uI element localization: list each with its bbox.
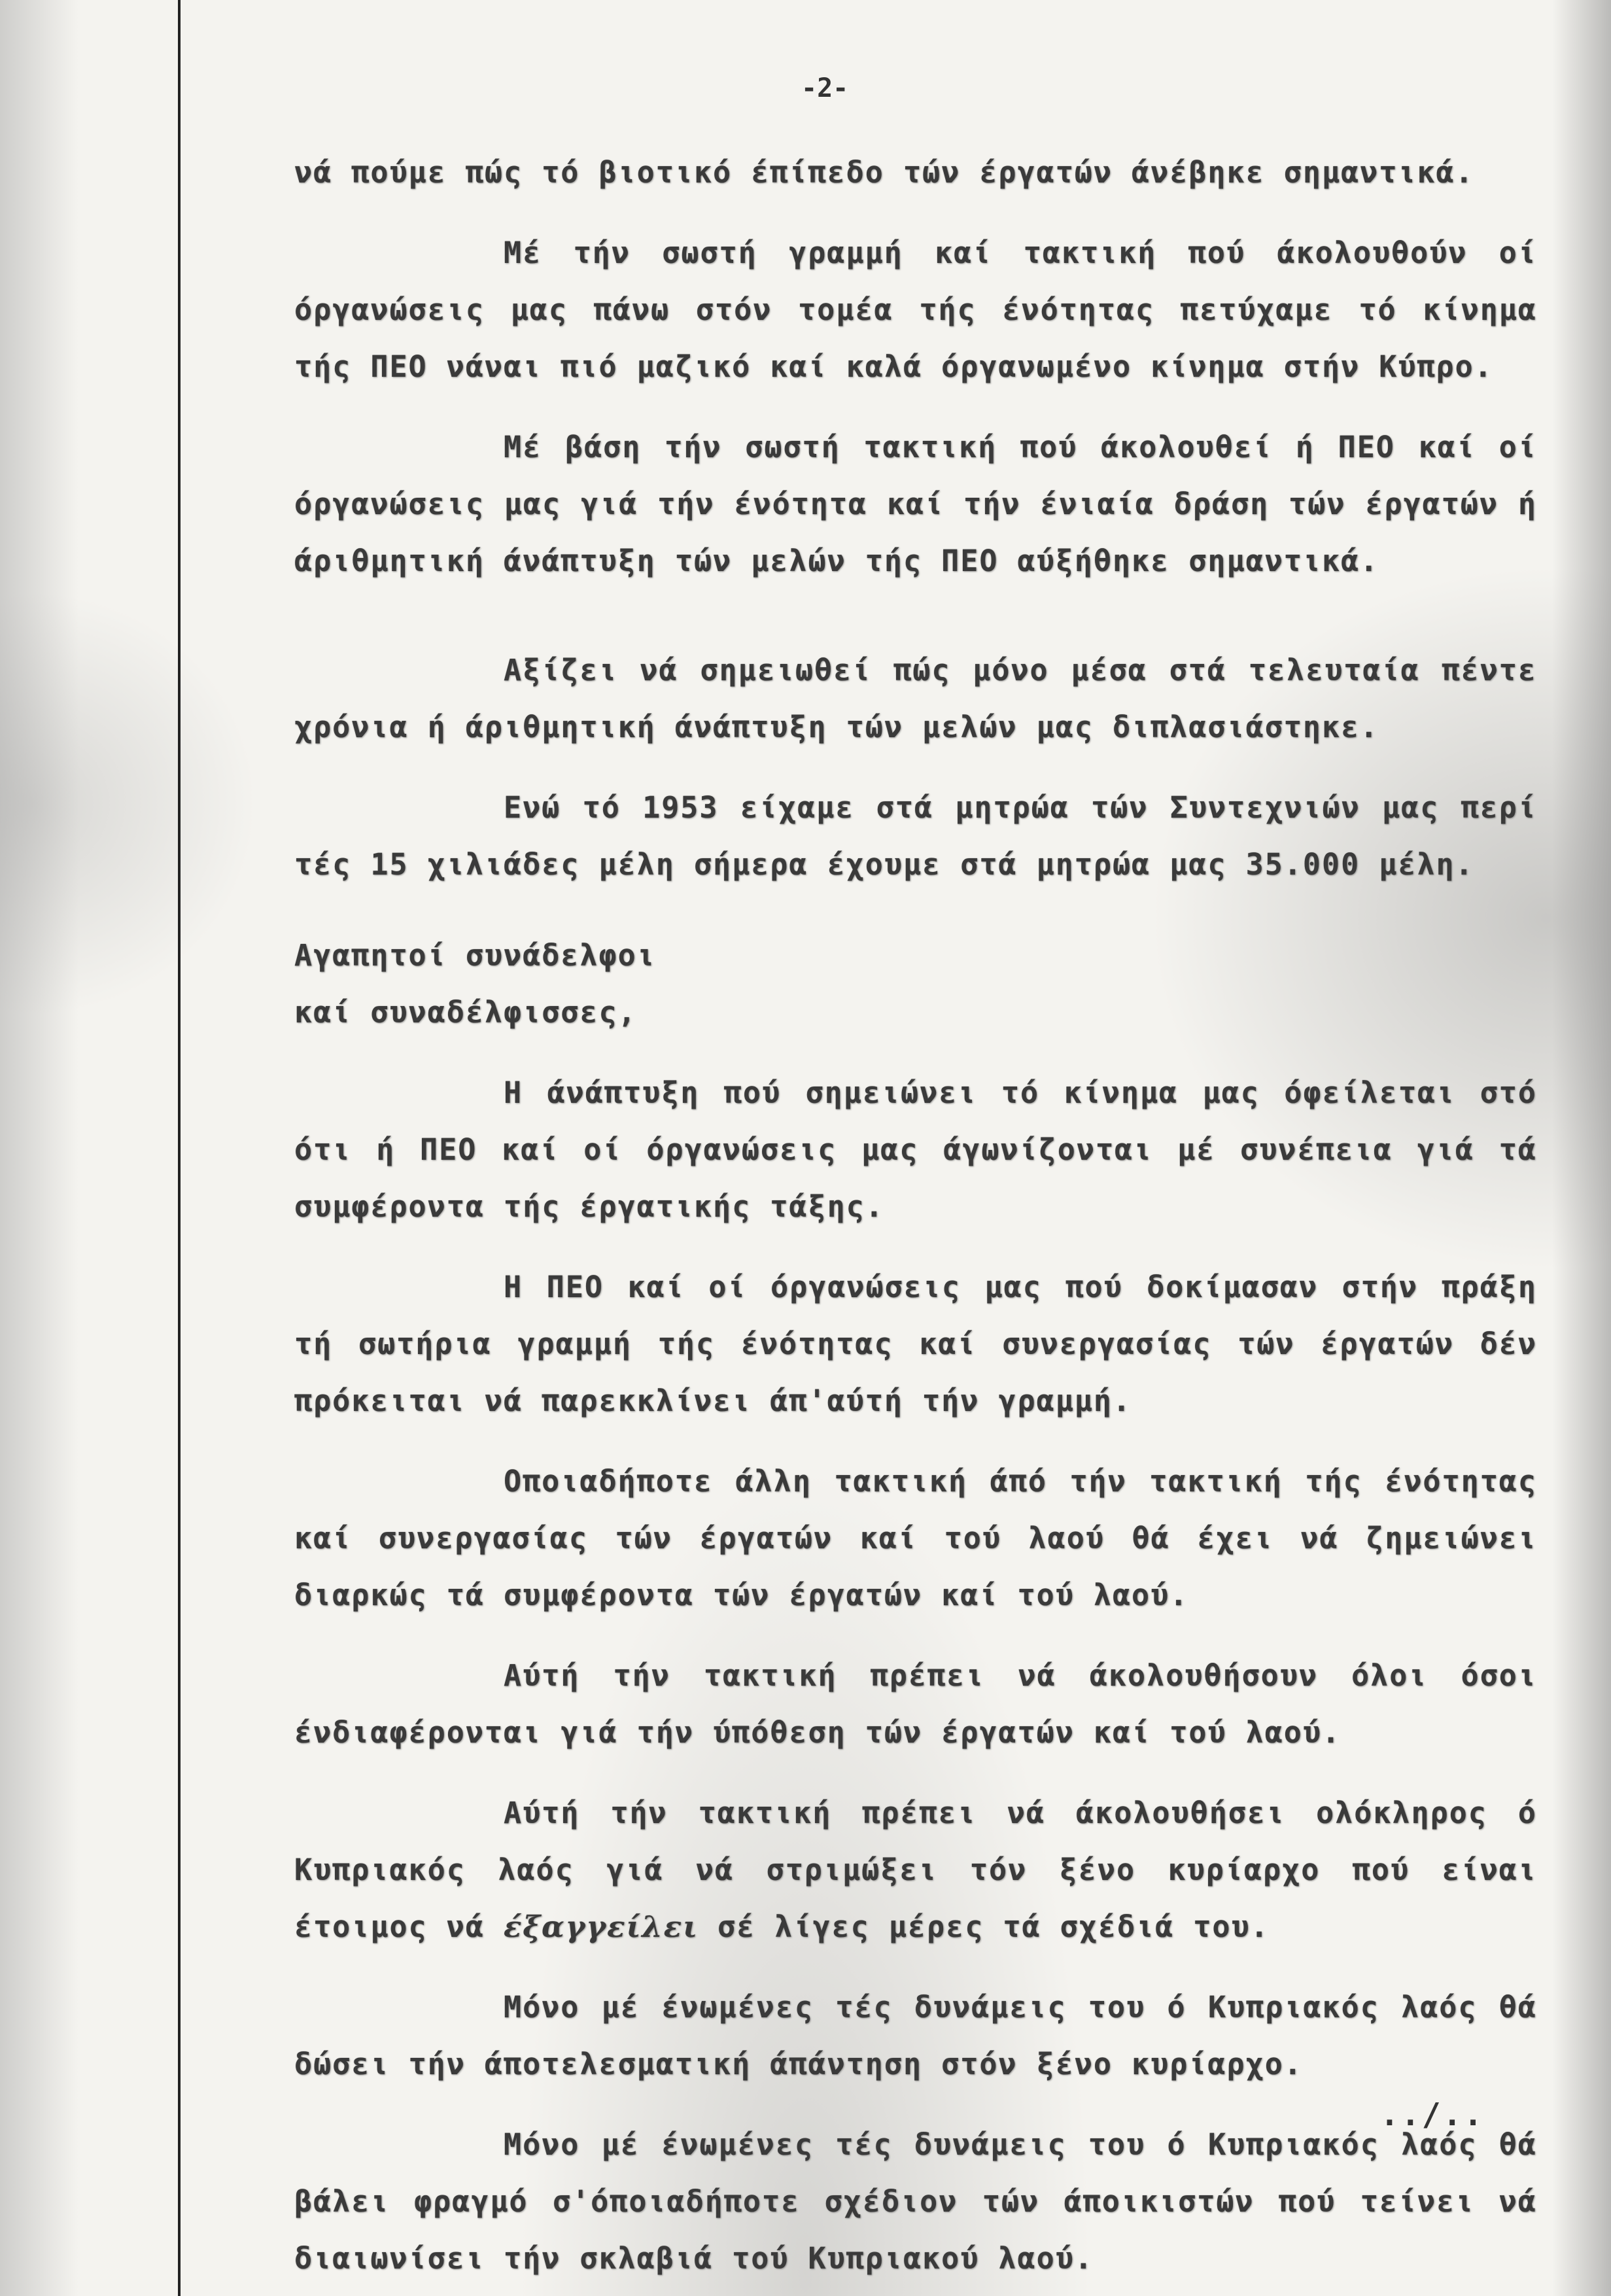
handwritten-insert: έξαγγείλει (504, 1909, 699, 1944)
paragraph: Μέ τήν σωστή γραμμή καί τακτική πού άκολουθούν οί όργανώσεις μας πάνω στόν τομέα τής ένότητας πετύχαμε τό κίνημα τής ΠΕΟ νάναι πιό μαζικό καί καλά όργανωμένο κίνημα στήν Κύπρο. (294, 235, 1537, 384)
paragraph: νά πούμε πώς τό βιοτικό έπίπεδο τών έργατών άνέβηκε σημαντικά. (294, 155, 1474, 190)
paragraph: Ενώ τό 1953 είχαμε στά μητρώα τών Συντεχνιών μας περί τές 15 χιλιάδες μέλη σήμερα έχουμε στά μητρώα μας 35.000 μέλη. (294, 790, 1537, 882)
salutation-line: Αγαπητοί συνάδελφοι (294, 938, 656, 973)
paragraph: Οποιαδήποτε άλλη τακτική άπό τήν τακτική τής ένότητας καί συνεργασίας τών έργατών καί τού λαού θά έχει νά ζημειώνει διαρκώς τά συμφέροντα τών έργατών καί τού λαού. (294, 1464, 1537, 1612)
paragraph-text: σέ λίγες μέρες τά σχέδιά του. (718, 1909, 1270, 1944)
page-number: -2- (801, 73, 849, 103)
margin-rule (178, 0, 181, 2296)
scan-shadow-left (0, 0, 78, 2296)
paragraph: Αξίζει νά σημειωθεί πώς μόνο μέσα στά τελευταία πέντε χρόνια ή άριθμητική άνάπτυξη τών μελών μας διπλασιάστηκε. (294, 653, 1537, 744)
document-body (294, 144, 1537, 2287)
paragraph: Μέ βάση τήν σωστή τακτική πού άκολουθεί ή ΠΕΟ καί οί όργανώσεις μας γιά τήν ένότητα καί τήν ένιαία δράση τών έργατών ή άριθμητική άνάπτυξη τών μελών τής ΠΕΟ αύξήθηκε σημαντικά. (294, 430, 1537, 578)
paragraph-text: Αύτή τήν τακτική πρέπει νά άκολουθήσει ολόκληρος ό Κυπριακός λαός γιά νά στριμώξει τόν ξένο κυρίαρχο πού είναι έτοιμος νά (294, 1796, 1537, 1944)
paragraph: Η ΠΕΟ καί οί όργανώσεις μας πού δοκίμασαν στήν πράξη τή σωτήρια γραμμή τής ένότητας καί συνεργασίας τών έργατών δέν πρόκειται νά παρεκκλίνει άπ'αύτή τήν γραμμή. (294, 1270, 1537, 1418)
paragraph: Η άνάπτυξη πού σημειώνει τό κίνημα μας όφείλεται στό ότι ή ΠΕΟ καί οί όργανώσεις μας άγωνίζονται μέ συνέπεια γιά τά συμφέροντα τής έργατικής τάξης. (294, 1075, 1537, 1224)
continuation-mark: ../.. (1380, 2096, 1485, 2133)
scan-shadow-right (1552, 0, 1611, 2296)
paragraph: Αύτή τήν τακτική πρέπει νά άκολουθήσουν όλοι όσοι ένδιαφέρονται γιά τήν ύπόθεση τών έργατών καί τού λαού. (294, 1658, 1537, 1750)
paragraph: Μόνο μέ ένωμένες τές δυνάμεις του ό Κυπριακός λαός θά βάλει φραγμό σ'όποιαδήποτε σχέδιον τών άποικιστών πού τείνει νά διαιωνίσει τήν σκλαβιά τού Κυπριακού λαού. (294, 2127, 1537, 2276)
salutation-line: καί συναδέλφισσες, (294, 995, 637, 1030)
paragraph: Μόνο μέ ένωμένες τές δυνάμεις του ό Κυπριακός λαός θά δώσει τήν άποτελεσματική άπάντηση στόν ξένο κυρίαρχο. (294, 1990, 1537, 2081)
paragraph (294, 1784, 1537, 1955)
